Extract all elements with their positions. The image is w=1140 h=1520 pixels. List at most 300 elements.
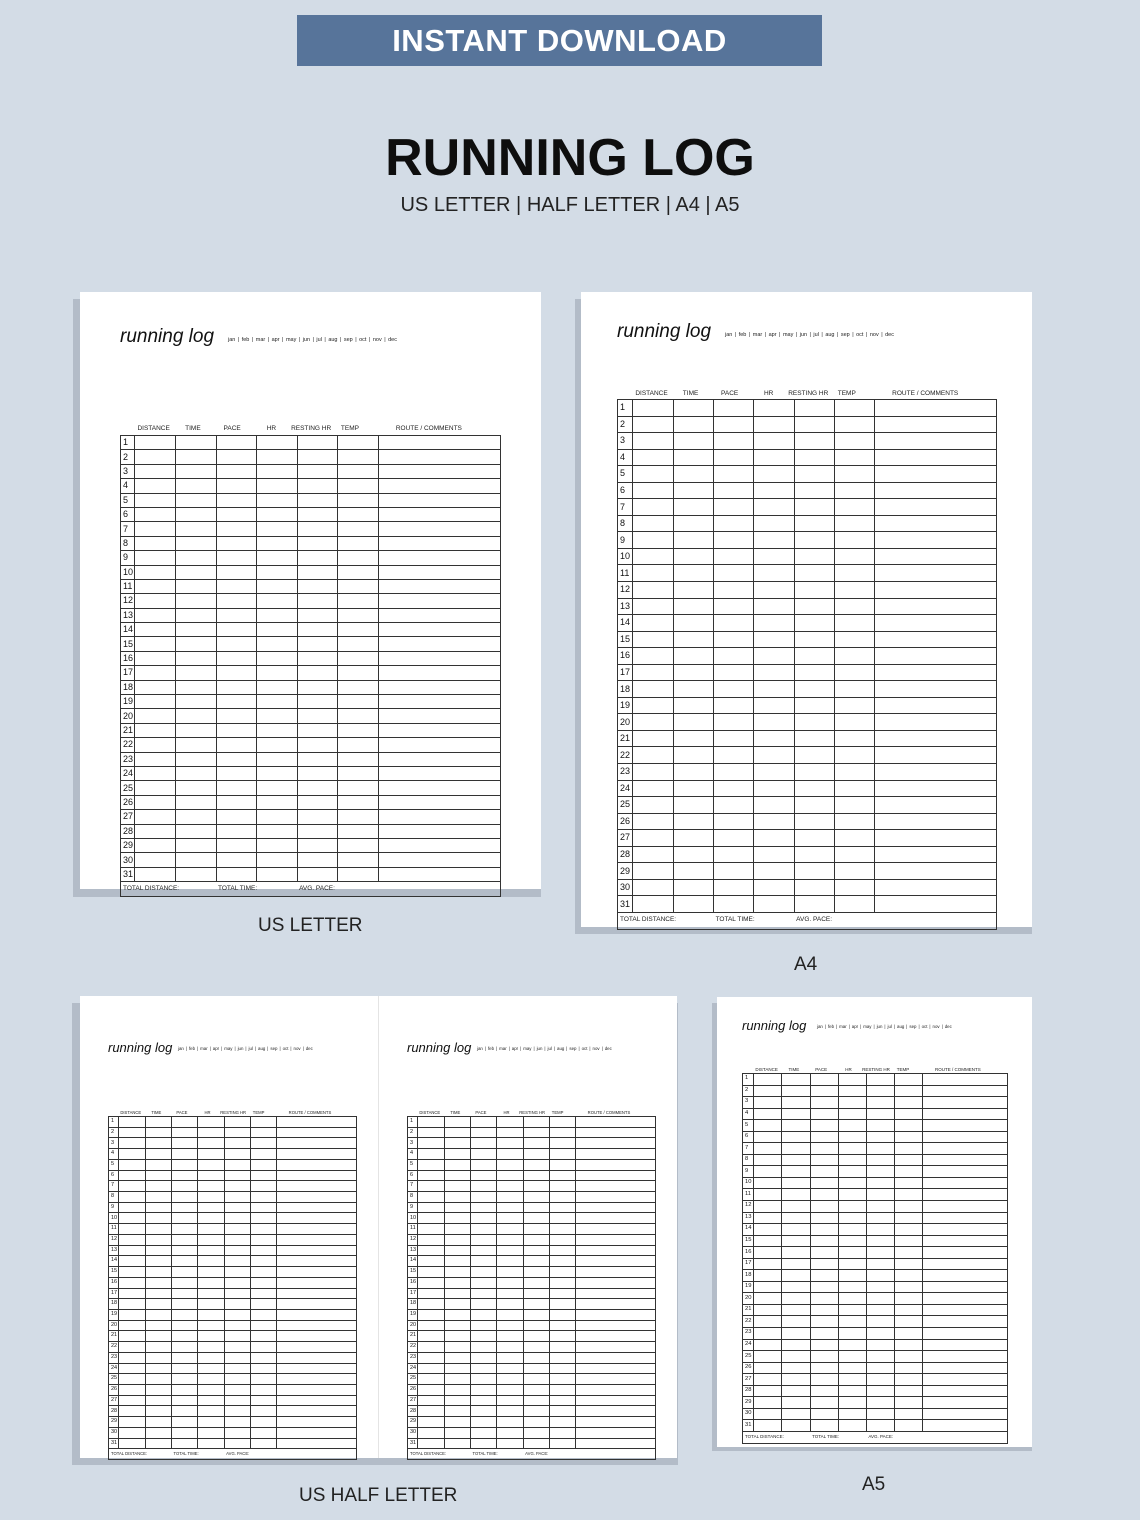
entry-cell[interactable] [794,714,834,731]
entry-cell[interactable] [277,1181,357,1192]
entry-cell[interactable] [497,1331,523,1342]
entry-cell[interactable] [470,1342,496,1353]
entry-cell[interactable] [754,1339,782,1351]
entry-cell[interactable] [834,697,874,714]
entry-cell[interactable] [754,1420,782,1432]
entry-cell[interactable] [875,631,997,648]
entry-cell[interactable] [277,1159,357,1170]
entry-cell[interactable] [834,433,874,450]
entry-cell[interactable] [175,464,216,478]
entry-cell[interactable] [145,1202,171,1213]
entry-cell[interactable] [794,764,834,781]
entry-cell[interactable] [135,838,176,852]
entry-cell[interactable] [894,1143,922,1155]
entry-cell[interactable] [714,499,754,516]
entry-cell[interactable] [418,1117,444,1128]
entry-cell[interactable] [497,1309,523,1320]
entry-cell[interactable] [875,863,997,880]
entry-cell[interactable] [119,1234,145,1245]
entry-cell[interactable] [135,507,176,521]
month-jan[interactable]: jan [178,1046,184,1051]
entry-cell[interactable] [576,1192,656,1203]
entry-cell[interactable] [576,1202,656,1213]
entry-cell[interactable] [866,1131,894,1143]
month-sep[interactable]: sep [343,337,353,343]
entry-cell[interactable] [251,1234,277,1245]
entry-cell[interactable] [277,1427,357,1438]
entry-cell[interactable] [673,598,713,615]
entry-cell[interactable] [782,1166,810,1178]
entry-cell[interactable] [754,1258,782,1270]
entry-cell[interactable] [251,1277,277,1288]
month-aug[interactable]: aug [897,1024,905,1029]
entry-cell[interactable] [838,1097,866,1109]
entry-cell[interactable] [224,1417,250,1428]
entry-cell[interactable] [714,433,754,450]
entry-cell[interactable] [338,551,379,565]
month-jan[interactable]: jan [725,332,733,338]
entry-cell[interactable] [175,536,216,550]
entry-cell[interactable] [251,1224,277,1235]
entry-cell[interactable] [576,1299,656,1310]
entry-cell[interactable] [470,1406,496,1417]
entry-cell[interactable] [673,433,713,450]
entry-cell[interactable] [782,1085,810,1097]
entry-cell[interactable] [251,1299,277,1310]
entry-cell[interactable] [875,697,997,714]
entry-cell[interactable] [175,867,216,881]
entry-cell[interactable] [119,1374,145,1385]
entry-cell[interactable] [338,608,379,622]
entry-cell[interactable] [923,1420,1008,1432]
entry-cell[interactable] [277,1256,357,1267]
entry-cell[interactable] [135,781,176,795]
entry-cell[interactable] [754,1397,782,1409]
entry-cell[interactable] [550,1267,576,1278]
entry-cell[interactable] [277,1170,357,1181]
entry-cell[interactable] [923,1201,1008,1213]
entry-cell[interactable] [378,695,500,709]
entry-cell[interactable] [754,1247,782,1259]
entry-cell[interactable] [523,1267,549,1278]
entry-cell[interactable] [338,795,379,809]
entry-cell[interactable] [175,565,216,579]
entry-cell[interactable] [135,522,176,536]
entry-cell[interactable] [224,1224,250,1235]
entry-cell[interactable] [875,780,997,797]
entry-cell[interactable] [198,1395,224,1406]
entry-cell[interactable] [875,747,997,764]
entry-cell[interactable] [894,1224,922,1236]
entry-cell[interactable] [875,416,997,433]
entry-cell[interactable] [782,1131,810,1143]
entry-cell[interactable] [338,680,379,694]
entry-cell[interactable] [418,1288,444,1299]
entry-cell[interactable] [576,1213,656,1224]
entry-cell[interactable] [277,1299,357,1310]
month-dec[interactable]: dec [388,337,397,343]
entry-cell[interactable] [171,1234,197,1245]
entry-cell[interactable] [497,1427,523,1438]
entry-cell[interactable] [175,695,216,709]
entry-cell[interactable] [297,450,338,464]
entry-cell[interactable] [418,1245,444,1256]
entry-cell[interactable] [754,879,794,896]
entry-cell[interactable] [378,579,500,593]
entry-cell[interactable] [251,1213,277,1224]
entry-cell[interactable] [470,1256,496,1267]
entry-cell[interactable] [171,1363,197,1374]
entry-cell[interactable] [866,1085,894,1097]
entry-cell[interactable] [834,532,874,549]
entry-cell[interactable] [338,464,379,478]
entry-cell[interactable] [470,1234,496,1245]
entry-cell[interactable] [810,1362,838,1374]
entry-cell[interactable] [523,1149,549,1160]
entry-cell[interactable] [175,723,216,737]
month-aug[interactable]: aug [258,1046,266,1051]
entry-cell[interactable] [145,1395,171,1406]
entry-cell[interactable] [875,797,997,814]
entry-cell[interactable] [838,1247,866,1259]
entry-cell[interactable] [378,651,500,665]
entry-cell[interactable] [810,1408,838,1420]
entry-cell[interactable] [673,416,713,433]
entry-cell[interactable] [576,1427,656,1438]
month-nov[interactable]: nov [293,1046,301,1051]
entry-cell[interactable] [794,499,834,516]
entry-cell[interactable] [444,1202,470,1213]
total-time-cell[interactable]: TOTAL TIME: [714,912,795,929]
month-dec[interactable]: dec [885,332,894,338]
entry-cell[interactable] [198,1256,224,1267]
entry-cell[interactable] [135,493,176,507]
entry-cell[interactable] [523,1159,549,1170]
entry-cell[interactable] [923,1351,1008,1363]
entry-cell[interactable] [171,1267,197,1278]
entry-cell[interactable] [794,466,834,483]
entry-cell[interactable] [754,1351,782,1363]
avg-pace-cell[interactable]: AVG. PACE: [866,1431,1007,1443]
entry-cell[interactable] [633,648,673,665]
entry-cell[interactable] [894,1177,922,1189]
entry-cell[interactable] [923,1120,1008,1132]
entry-cell[interactable] [633,863,673,880]
entry-cell[interactable] [782,1339,810,1351]
entry-cell[interactable] [277,1363,357,1374]
entry-cell[interactable] [175,680,216,694]
entry-cell[interactable] [145,1245,171,1256]
entry-cell[interactable] [754,499,794,516]
entry-cell[interactable] [198,1213,224,1224]
entry-cell[interactable] [794,664,834,681]
entry-cell[interactable] [444,1438,470,1449]
entry-cell[interactable] [794,780,834,797]
entry-cell[interactable] [297,824,338,838]
entry-cell[interactable] [145,1117,171,1128]
entry-cell[interactable] [810,1177,838,1189]
entry-cell[interactable] [838,1316,866,1328]
entry-cell[interactable] [894,1074,922,1086]
entry-cell[interactable] [224,1267,250,1278]
month-sep[interactable]: sep [840,332,850,338]
entry-cell[interactable] [673,697,713,714]
entry-cell[interactable] [198,1299,224,1310]
entry-cell[interactable] [297,680,338,694]
entry-cell[interactable] [216,579,257,593]
entry-cell[interactable] [754,664,794,681]
entry-cell[interactable] [251,1256,277,1267]
entry-cell[interactable] [838,1131,866,1143]
entry-cell[interactable] [297,551,338,565]
entry-cell[interactable] [224,1438,250,1449]
entry-cell[interactable] [923,1293,1008,1305]
entry-cell[interactable] [782,1281,810,1293]
month-nov[interactable]: nov [869,332,879,338]
entry-cell[interactable] [523,1320,549,1331]
entry-cell[interactable] [838,1108,866,1120]
entry-cell[interactable] [794,532,834,549]
entry-cell[interactable] [523,1127,549,1138]
entry-cell[interactable] [216,810,257,824]
entry-cell[interactable] [444,1417,470,1428]
total-time-cell[interactable]: TOTAL TIME: [810,1431,866,1443]
entry-cell[interactable] [923,1304,1008,1316]
entry-cell[interactable] [198,1406,224,1417]
entry-cell[interactable] [782,1177,810,1189]
entry-cell[interactable] [550,1192,576,1203]
entry-cell[interactable] [810,1385,838,1397]
entry-cell[interactable] [550,1138,576,1149]
entry-cell[interactable] [257,608,298,622]
entry-cell[interactable] [673,648,713,665]
entry-cell[interactable] [923,1281,1008,1293]
entry-cell[interactable] [175,810,216,824]
entry-cell[interactable] [198,1342,224,1353]
month-nov[interactable]: nov [372,337,382,343]
entry-cell[interactable] [257,507,298,521]
entry-cell[interactable] [297,738,338,752]
entry-cell[interactable] [444,1309,470,1320]
entry-cell[interactable] [576,1170,656,1181]
entry-cell[interactable] [810,1339,838,1351]
entry-cell[interactable] [119,1213,145,1224]
entry-cell[interactable] [894,1120,922,1132]
entry-cell[interactable] [875,400,997,417]
entry-cell[interactable] [754,1120,782,1132]
entry-cell[interactable] [497,1224,523,1235]
entry-cell[interactable] [673,548,713,565]
entry-cell[interactable] [523,1192,549,1203]
entry-cell[interactable] [523,1374,549,1385]
entry-cell[interactable] [523,1417,549,1428]
entry-cell[interactable] [198,1202,224,1213]
entry-cell[interactable] [257,623,298,637]
entry-cell[interactable] [754,1293,782,1305]
entry-cell[interactable] [470,1331,496,1342]
entry-cell[interactable] [119,1384,145,1395]
entry-cell[interactable] [875,813,997,830]
entry-cell[interactable] [171,1438,197,1449]
entry-cell[interactable] [782,1408,810,1420]
entry-cell[interactable] [171,1117,197,1128]
entry-cell[interactable] [175,651,216,665]
entry-cell[interactable] [224,1320,250,1331]
entry-cell[interactable] [198,1224,224,1235]
avg-pace-cell[interactable]: AVG. PACE: [794,912,996,929]
entry-cell[interactable] [251,1309,277,1320]
entry-cell[interactable] [277,1149,357,1160]
entry-cell[interactable] [875,764,997,781]
month-jul[interactable]: jul [248,1046,253,1051]
entry-cell[interactable] [338,752,379,766]
entry-cell[interactable] [810,1328,838,1340]
entry-cell[interactable] [277,1192,357,1203]
entry-cell[interactable] [198,1127,224,1138]
entry-cell[interactable] [794,482,834,499]
entry-cell[interactable] [633,846,673,863]
entry-cell[interactable] [378,637,500,651]
entry-cell[interactable] [297,666,338,680]
entry-cell[interactable] [838,1189,866,1201]
entry-cell[interactable] [834,466,874,483]
entry-cell[interactable] [714,830,754,847]
entry-cell[interactable] [145,1374,171,1385]
entry-cell[interactable] [834,664,874,681]
entry-cell[interactable] [444,1149,470,1160]
entry-cell[interactable] [550,1352,576,1363]
entry-cell[interactable] [497,1320,523,1331]
entry-cell[interactable] [378,464,500,478]
entry-cell[interactable] [198,1417,224,1428]
entry-cell[interactable] [576,1256,656,1267]
entry-cell[interactable] [923,1154,1008,1166]
entry-cell[interactable] [810,1293,838,1305]
entry-cell[interactable] [224,1309,250,1320]
entry-cell[interactable] [257,651,298,665]
entry-cell[interactable] [224,1406,250,1417]
entry-cell[interactable] [794,697,834,714]
entry-cell[interactable] [418,1427,444,1438]
month-jun[interactable]: jun [876,1024,883,1029]
entry-cell[interactable] [171,1384,197,1395]
entry-cell[interactable] [894,1189,922,1201]
month-oct[interactable]: oct [581,1046,588,1051]
entry-cell[interactable] [257,666,298,680]
entry-cell[interactable] [714,879,754,896]
entry-cell[interactable] [810,1235,838,1247]
entry-cell[interactable] [754,1385,782,1397]
entry-cell[interactable] [257,781,298,795]
entry-cell[interactable] [810,1085,838,1097]
entry-cell[interactable] [866,1224,894,1236]
month-jul[interactable]: jul [887,1024,892,1029]
entry-cell[interactable] [418,1256,444,1267]
entry-cell[interactable] [297,723,338,737]
entry-cell[interactable] [754,1328,782,1340]
month-aug[interactable]: aug [328,337,338,343]
entry-cell[interactable] [251,1267,277,1278]
entry-cell[interactable] [216,824,257,838]
month-jul[interactable]: jul [547,1046,552,1051]
entry-cell[interactable] [198,1234,224,1245]
entry-cell[interactable] [782,1351,810,1363]
entry-cell[interactable] [923,1339,1008,1351]
entry-cell[interactable] [633,532,673,549]
entry-cell[interactable] [378,666,500,680]
entry-cell[interactable] [444,1224,470,1235]
entry-cell[interactable] [145,1427,171,1438]
month-may[interactable]: may [523,1046,532,1051]
entry-cell[interactable] [145,1159,171,1170]
entry-cell[interactable] [224,1213,250,1224]
entry-cell[interactable] [875,499,997,516]
entry-cell[interactable] [497,1406,523,1417]
entry-cell[interactable] [754,615,794,632]
entry-cell[interactable] [576,1288,656,1299]
entry-cell[interactable] [834,846,874,863]
entry-cell[interactable] [444,1288,470,1299]
entry-cell[interactable] [216,623,257,637]
entry-cell[interactable] [119,1277,145,1288]
entry-cell[interactable] [866,1258,894,1270]
entry-cell[interactable] [257,551,298,565]
entry-cell[interactable] [834,896,874,913]
entry-cell[interactable] [277,1309,357,1320]
entry-cell[interactable] [894,1362,922,1374]
entry-cell[interactable] [251,1417,277,1428]
entry-cell[interactable] [338,536,379,550]
entry-cell[interactable] [875,615,997,632]
entry-cell[interactable] [251,1149,277,1160]
entry-cell[interactable] [145,1438,171,1449]
entry-cell[interactable] [497,1438,523,1449]
entry-cell[interactable] [198,1288,224,1299]
entry-cell[interactable] [550,1363,576,1374]
entry-cell[interactable] [378,450,500,464]
entry-cell[interactable] [119,1417,145,1428]
entry-cell[interactable] [794,846,834,863]
entry-cell[interactable] [782,1120,810,1132]
entry-cell[interactable] [251,1192,277,1203]
entry-cell[interactable] [297,838,338,852]
entry-cell[interactable] [810,1247,838,1259]
entry-cell[interactable] [175,752,216,766]
entry-cell[interactable] [923,1189,1008,1201]
total-time-cell[interactable]: TOTAL TIME: [470,1449,523,1460]
entry-cell[interactable] [794,400,834,417]
entry-cell[interactable] [277,1384,357,1395]
entry-cell[interactable] [171,1170,197,1181]
entry-cell[interactable] [135,436,176,450]
entry-cell[interactable] [866,1328,894,1340]
entry-cell[interactable] [923,1258,1008,1270]
entry-cell[interactable] [251,1288,277,1299]
entry-cell[interactable] [175,579,216,593]
entry-cell[interactable] [418,1170,444,1181]
entry-cell[interactable] [216,522,257,536]
month-feb[interactable]: feb [738,332,747,338]
entry-cell[interactable] [754,433,794,450]
entry-cell[interactable] [894,1385,922,1397]
entry-cell[interactable] [673,449,713,466]
entry-cell[interactable] [894,1374,922,1386]
entry-cell[interactable] [673,664,713,681]
entry-cell[interactable] [171,1427,197,1438]
entry-cell[interactable] [497,1256,523,1267]
entry-cell[interactable] [866,1339,894,1351]
entry-cell[interactable] [576,1363,656,1374]
